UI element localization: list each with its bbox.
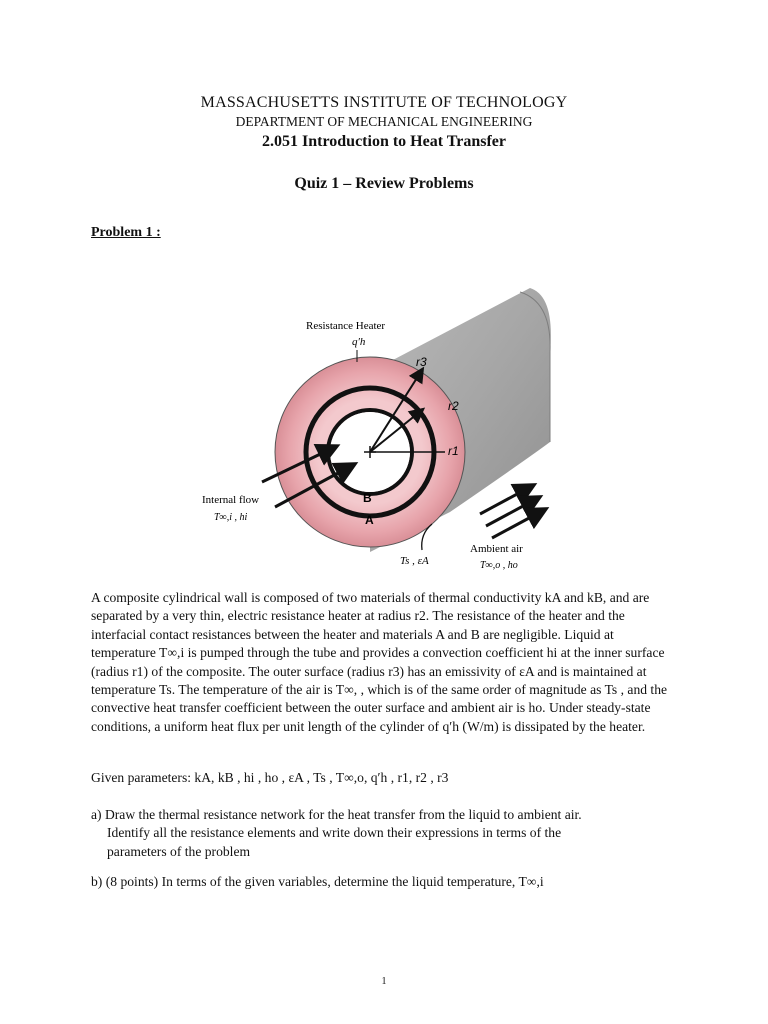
label-r3: r3 (416, 355, 427, 369)
part-a-line1: a) Draw the thermal resistance network for the heat transfer from the liquid to ambient air. (91, 807, 582, 822)
department-name: DEPARTMENT OF MECHANICAL ENGINEERING (235, 114, 533, 129)
part-a-line2: Identify all the resistance elements and write down their expressions in terms of the (107, 825, 562, 841)
course-title: 2.051 Introduction to Heat Transfer (262, 133, 506, 150)
problem-paragraph: A composite cylindrical wall is composed of two materials of thermal conductivity kA and kB, and are separated by a very thin, electric resistance heater at radius r2. The resistance of the heater and the interfacial contact resistances between the heater and materials A and B are negligible. Liquid at temperature T∞,i is pumped through the tube and provides a convection coefficient hi at the inner surface (radius r1) of the composite. The outer surface (radius r3) has an emissivity of εA and is maintained at temperature Ts. The temperature of the air is T∞, , which is of the same order of magnitude as Ts , and the convective heat transfer coefficient between the outer surface and ambient air is ho. Under steady-state conditions, a uniform heat flux per unit length of the cylinder of q′h (W/m) is dissipated by the heater. (91, 590, 668, 734)
quiz-title: Quiz 1 – Review Problems (294, 175, 474, 192)
label-material-a: A (365, 513, 374, 527)
label-heater-symbol: q′h (352, 336, 366, 348)
institution-name: MASSACHUSETTS INSTITUTE OF TECHNOLOGY (200, 94, 568, 111)
given-parameters: Given parameters: kA, kB , hi , ho , εA , Ts , T∞,o, q′h , r1, r2 , r3 (91, 770, 449, 785)
label-ambient-air: Ambient air (470, 543, 523, 555)
label-heater: Resistance Heater (306, 320, 386, 332)
label-r1: r1 (448, 444, 459, 458)
part-a-line3: parameters of the problem (107, 843, 251, 859)
label-r2: r2 (448, 399, 459, 413)
label-surface-params: Ts , εA (400, 555, 429, 567)
label-internal-params: T∞,i , hi (214, 512, 248, 523)
problem-heading: Problem 1 : (91, 225, 161, 240)
label-material-b: B (363, 491, 372, 505)
part-a (91, 806, 671, 861)
page-number: 1 (381, 976, 387, 987)
label-ambient-params: T∞,o , ho (480, 560, 518, 571)
problem-statement (91, 589, 671, 736)
part-b: b) (8 points) In terms of the given variables, determine the liquid temperature, T∞,i (91, 874, 544, 889)
label-internal-flow: Internal flow (202, 494, 260, 506)
composite-cylinder-figure (190, 282, 580, 582)
